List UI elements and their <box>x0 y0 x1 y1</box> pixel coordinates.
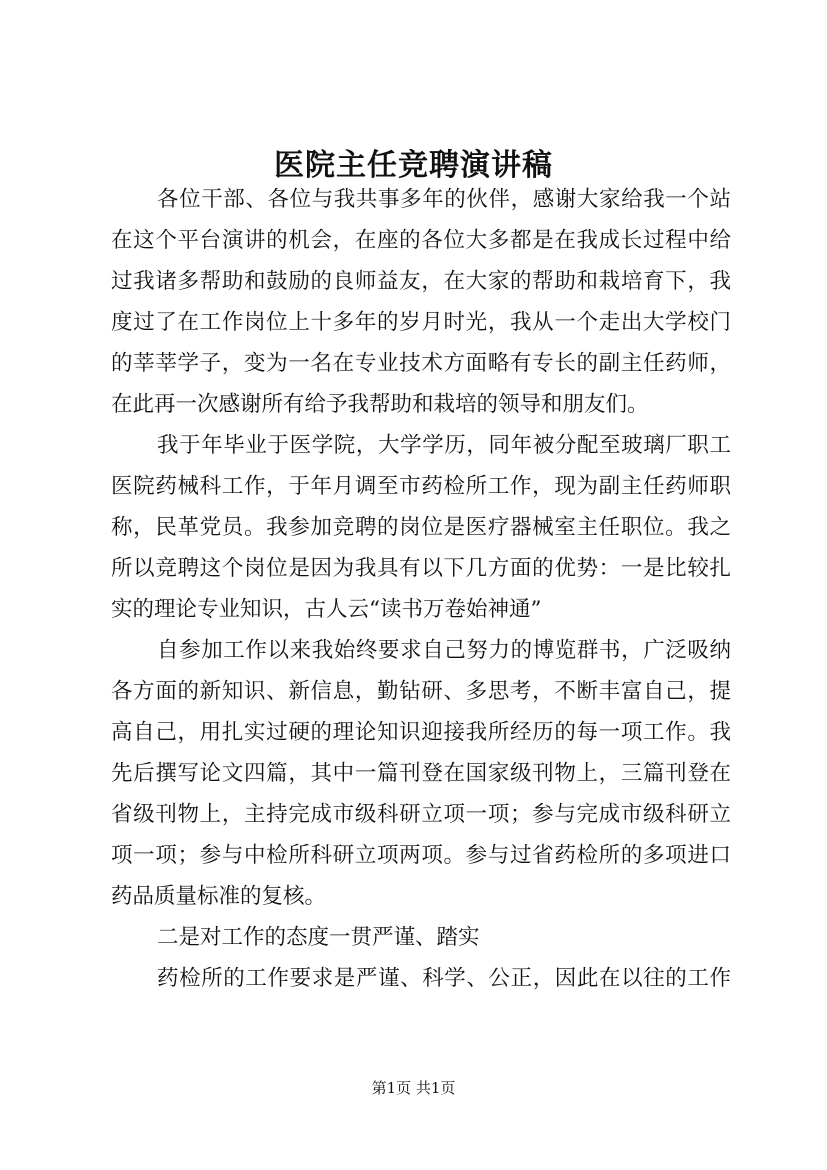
text-line: 在这个平台演讲的机会，在座的各位大多都是在我成长过程中给 <box>111 228 731 253</box>
text-line: 药检所的工作要求是严谨、科学、公正，因此在以往的工作 <box>157 966 731 991</box>
text-line: 医院药械科工作，于年月调至市药检所工作，现为副主任药师职 <box>111 474 731 499</box>
text-line: 各位干部、各位与我共事多年的伙伴，感谢大家给我一个站 <box>157 187 731 212</box>
text-line: 药品质量标准的复核。 <box>111 884 327 909</box>
text-line: 实的理论专业知识，古人云“读书万卷始神通” <box>111 597 542 622</box>
text-line: 自参加工作以来我始终要求自己努力的博览群书，广泛吸纳 <box>157 638 731 663</box>
text-line: 称，民革党员。我参加竞聘的岗位是医疗器械室主任职位。我之 <box>111 515 731 540</box>
text-line: 先后撰写论文四篇，其中一篇刊登在国家级刊物上，三篇刊登在 <box>111 761 731 786</box>
text-line: 各方面的新知识、新信息，勤钻研、多思考，不断丰富自己，提 <box>111 679 731 704</box>
text-line: 我于年毕业于医学院，大学学历，同年被分配至玻璃厂职工 <box>157 433 731 458</box>
text-line: 过我诸多帮助和鼓励的良师益友，在大家的帮助和栽培育下，我 <box>111 269 731 294</box>
text-line: 省级刊物上，主持完成市级科研立项一项；参与完成市级科研立 <box>111 802 731 827</box>
page-number-footer: 第1页 共1页 <box>371 1079 456 1097</box>
text-line: 所以竞聘这个岗位是因为我具有以下几方面的优势：一是比较扎 <box>111 556 731 581</box>
text-line: 在此再一次感谢所有给予我帮助和栽培的领导和朋友们。 <box>111 392 649 417</box>
page-title: 医院主任竞聘演讲稿 <box>274 148 553 183</box>
text-line: 度过了在工作岗位上十多年的岁月时光，我从一个走出大学校门 <box>111 310 731 335</box>
text-line: 项一项；参与中检所科研立项两项。参与过省药检所的多项进口 <box>111 843 731 868</box>
text-line: 的莘莘学子，变为一名在专业技术方面略有专长的副主任药师， <box>111 351 731 376</box>
text-line: 二是对工作的态度一贯严谨、踏实 <box>157 925 480 950</box>
text-line: 高自己，用扎实过硬的理论知识迎接我所经历的每一项工作。我 <box>111 720 731 745</box>
